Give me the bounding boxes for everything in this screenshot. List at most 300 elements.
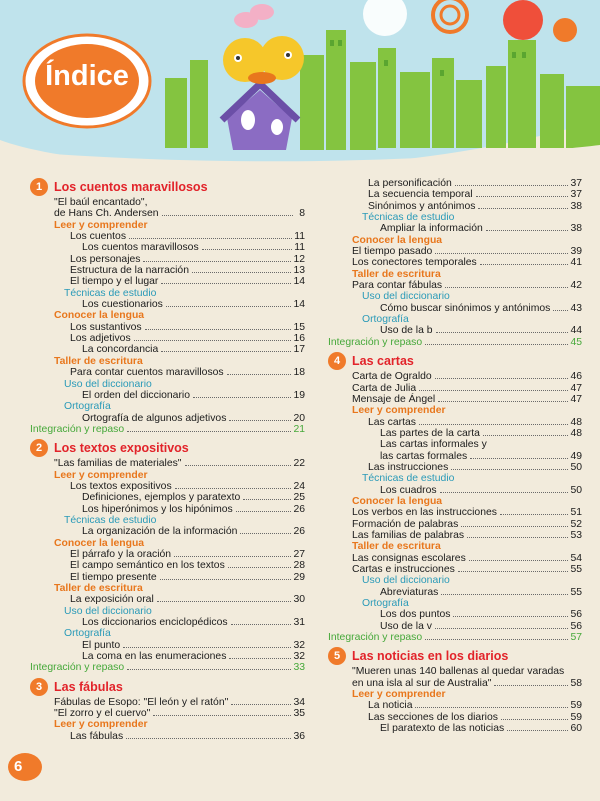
dot-leader <box>467 537 568 538</box>
toc-entry-text: Uso del diccionario <box>362 291 450 303</box>
subsection-heading <box>64 401 305 412</box>
toc-entry <box>352 280 582 291</box>
toc-entry-text: Las instrucciones <box>368 461 449 473</box>
dot-leader <box>436 332 569 333</box>
toc-page-number: 44 <box>570 325 582 337</box>
toc-entry <box>70 731 305 742</box>
toc-entry <box>82 492 305 503</box>
toc-entry <box>30 424 305 435</box>
toc-entry-text: Técnicas de estudio <box>362 212 455 224</box>
toc-entry-text: Definiciones, ejemplos y paratexto <box>82 492 241 504</box>
toc-page-number: 27 <box>293 548 305 560</box>
section-heading <box>352 405 582 416</box>
dot-leader <box>461 526 568 527</box>
section-heading <box>54 583 305 594</box>
toc-entry <box>352 507 582 518</box>
toc-page-number: 38 <box>570 223 582 235</box>
toc-entry-text: Técnicas de estudio <box>64 287 157 299</box>
subsection-heading <box>64 379 305 390</box>
section-heading <box>352 269 582 280</box>
toc-entry-text: Los conectores temporales <box>352 257 477 269</box>
toc-entry-text: El tiempo pasado <box>352 246 433 258</box>
toc-entry <box>328 632 582 643</box>
toc-page-number: 58 <box>570 677 582 689</box>
toc-page-number: 14 <box>293 299 305 311</box>
section-heading <box>54 220 305 231</box>
dot-leader <box>435 378 569 379</box>
toc-entry-text: Los sustantivos <box>70 321 142 333</box>
toc-entry <box>70 549 305 560</box>
dot-leader <box>425 344 568 345</box>
toc-entry <box>380 428 582 439</box>
toc-entry-text: Leer y comprender <box>352 405 446 417</box>
toc-entry-text: de Hans Ch. Andersen <box>54 208 159 220</box>
dot-leader <box>425 639 568 640</box>
dot-leader <box>445 287 568 288</box>
dot-leader <box>228 567 292 568</box>
toc-page-number: 47 <box>570 382 582 394</box>
toc-page-number: 47 <box>570 393 582 405</box>
toc-page-number: 38 <box>570 200 582 212</box>
dot-leader <box>236 511 292 512</box>
toc-entry <box>70 367 305 378</box>
dot-leader <box>470 458 568 459</box>
dot-leader <box>419 424 569 425</box>
toc-entry-text: La organización de la información <box>82 526 238 538</box>
dot-leader <box>483 435 569 436</box>
toc-entry-text: Las consignas escolares <box>352 552 466 564</box>
toc-entry-text: "Mueren unas 140 ballenas al quedar varadas <box>352 666 565 678</box>
toc-page-number: 33 <box>293 662 305 674</box>
subsection-heading <box>362 473 582 484</box>
toc-entry-text: Ortografía <box>64 628 111 640</box>
dot-leader <box>174 556 291 557</box>
subsection-heading <box>362 598 582 609</box>
dot-leader <box>166 306 292 307</box>
section-heading <box>54 356 305 367</box>
toc-entry-text: Taller de escritura <box>54 583 143 594</box>
toc-page-number: 43 <box>570 302 582 314</box>
toc-page-number: 13 <box>293 265 305 277</box>
toc-entry-text: El párrafo y la oración <box>70 548 172 560</box>
chapter-number: 4 <box>328 352 346 370</box>
chapter-heading <box>30 439 305 457</box>
toc-entry-text: Los cuadros <box>380 484 437 496</box>
toc-page-number: 54 <box>570 552 582 564</box>
toc-entry-text: Técnicas de estudio <box>362 473 455 485</box>
toc-entry-text: Uso del diccionario <box>362 575 450 587</box>
chapter-number: 3 <box>30 678 48 696</box>
dot-leader <box>123 647 291 648</box>
toc-page-number: 11 <box>294 231 305 243</box>
toc-page-number: 15 <box>293 321 305 333</box>
toc-entry-text: El orden del diccionario <box>82 389 191 401</box>
toc-entry-text: Taller de escritura <box>352 541 441 553</box>
toc-entry-text: Conocer la lengua <box>352 495 443 507</box>
toc-page-number: 56 <box>570 609 582 621</box>
toc-entry-text: El tiempo presente <box>70 571 157 583</box>
dot-leader <box>192 272 291 273</box>
toc-entry-text: La concordancia <box>82 344 159 356</box>
toc-page-number: 29 <box>293 571 305 583</box>
toc-entry <box>54 458 305 469</box>
chapter-title: Las noticias en los diarios <box>352 649 509 664</box>
toc-entry <box>368 417 582 428</box>
dot-leader <box>469 560 569 561</box>
toc-entry-text: Cartas e instrucciones <box>352 564 455 575</box>
section-heading <box>352 541 582 552</box>
toc-entry-text: El campo semántico en los textos <box>70 560 225 572</box>
toc-entry-text: Los diccionarios enciclopédicos <box>82 617 228 629</box>
toc-page-number: 36 <box>293 730 305 742</box>
toc-entry <box>82 242 305 253</box>
toc-entry-text: en una isla al sur de Australia" <box>352 677 492 689</box>
toc-entry <box>352 564 582 575</box>
toc-page-number: 22 <box>293 458 305 470</box>
toc-entry <box>70 231 305 242</box>
toc-page-number: 55 <box>570 586 582 598</box>
toc-entry <box>54 197 305 208</box>
toc-entry-text: La exposición oral <box>70 594 154 606</box>
toc-entry <box>82 504 305 515</box>
dot-leader <box>229 420 291 421</box>
dot-leader <box>127 669 291 670</box>
toc-entry-text: Los personajes <box>70 253 141 265</box>
dot-leader <box>494 685 568 686</box>
toc-left-column <box>30 178 305 742</box>
dot-leader <box>480 264 569 265</box>
dot-leader <box>455 185 569 186</box>
subsection-heading <box>64 628 305 639</box>
dot-leader <box>500 514 568 515</box>
toc-entry <box>82 344 305 355</box>
toc-page-number: 51 <box>570 507 582 519</box>
toc-entry <box>82 413 305 424</box>
toc-entry <box>352 257 582 268</box>
toc-page-number: 59 <box>570 711 582 723</box>
toc-entry-text: Leer y comprender <box>54 719 148 731</box>
toc-page-number: 37 <box>570 189 582 201</box>
toc-page-number: 30 <box>293 594 305 606</box>
toc-entry-text: Las cartas <box>368 416 416 428</box>
toc-entry-text: Uso del diccionario <box>64 605 152 617</box>
toc-entry-text: Los dos puntos <box>380 609 451 621</box>
toc-entry-text: Mensaje de Ángel <box>352 393 436 405</box>
toc-page-number: 34 <box>293 696 305 708</box>
dot-leader <box>202 249 293 250</box>
toc-entry <box>352 678 582 689</box>
toc-entry-text: Cómo buscar sinónimos y antónimos <box>380 302 551 314</box>
toc-entry <box>82 651 305 662</box>
dot-leader <box>486 230 569 231</box>
section-heading <box>352 235 582 246</box>
toc-entry <box>380 439 582 450</box>
toc-page-number: 20 <box>293 412 305 424</box>
toc-page-number: 50 <box>570 461 582 473</box>
toc-entry <box>352 666 582 677</box>
chapter-heading <box>30 178 305 196</box>
toc-entry <box>380 621 582 632</box>
toc-entry-text: El paratexto de las noticias <box>380 723 505 735</box>
toc-page-number: 32 <box>293 651 305 663</box>
toc-entry <box>54 697 305 708</box>
dot-leader <box>435 253 568 254</box>
toc-entry-text: Ampliar la información <box>380 223 483 235</box>
toc-page-number: 16 <box>293 333 305 345</box>
toc-entry <box>368 712 582 723</box>
toc-entry <box>352 553 582 564</box>
toc-entry <box>352 371 582 382</box>
section-heading <box>54 538 305 549</box>
toc-entry-text: El punto <box>82 639 121 651</box>
toc-page-number: 32 <box>293 639 305 651</box>
toc-page-number: 60 <box>570 723 582 735</box>
dot-leader <box>435 628 568 629</box>
chapter-title: Los cuentos maravillosos <box>54 180 208 194</box>
dot-leader <box>127 431 291 432</box>
section-heading <box>352 689 582 700</box>
toc-entry-text: Los verbos en las instrucciones <box>352 507 497 519</box>
toc-entry-text: Integración y repaso <box>328 632 423 644</box>
toc-entry <box>70 322 305 333</box>
section-heading <box>54 310 305 321</box>
toc-page-number: 55 <box>570 564 582 575</box>
toc-entry <box>352 530 582 541</box>
toc-entry-text: Los adjetivos <box>70 333 131 345</box>
toc-entry-text: Taller de escritura <box>54 355 143 367</box>
toc-page-number: 56 <box>570 620 582 632</box>
page-title: Índice <box>45 60 129 92</box>
dot-leader <box>419 390 568 391</box>
toc-entry-text: Conocer la lengua <box>54 310 145 322</box>
toc-page-number: 42 <box>570 280 582 292</box>
toc-page-number: 14 <box>293 276 305 288</box>
toc-page-number: 26 <box>293 526 305 538</box>
dot-leader <box>478 208 568 209</box>
dot-leader <box>126 738 291 739</box>
chapter-title: Las fábulas <box>54 679 123 694</box>
toc-page-number: 8 <box>299 208 305 220</box>
chapter-heading <box>328 647 582 665</box>
chapter-number: 1 <box>30 178 48 196</box>
toc-entry-text: Las familias de palabras <box>352 529 465 541</box>
toc-entry <box>368 189 582 200</box>
toc-entry <box>368 700 582 711</box>
dot-leader <box>160 579 292 580</box>
toc-entry <box>70 481 305 492</box>
toc-entry <box>82 526 305 537</box>
chapter-heading <box>328 352 582 370</box>
toc-entry <box>30 662 305 673</box>
toc-entry <box>70 276 305 287</box>
toc-page-number: 57 <box>570 632 582 644</box>
dot-leader <box>501 719 568 720</box>
subsection-heading <box>362 291 582 302</box>
toc-entry-text: Carta de Ograldo <box>352 371 432 383</box>
section-heading <box>54 719 305 730</box>
dot-leader <box>507 730 568 731</box>
toc-entry <box>380 303 582 314</box>
toc-page-number: 24 <box>293 480 305 492</box>
toc-entry-text: Integración y repaso <box>30 662 125 674</box>
toc-entry-text: Las partes de la carta <box>380 427 480 439</box>
subsection-heading <box>64 515 305 526</box>
dot-leader <box>415 707 568 708</box>
toc-entry <box>380 609 582 620</box>
toc-entry-text: Conocer la lengua <box>352 234 443 246</box>
dot-leader <box>229 658 291 659</box>
toc-page-number: 41 <box>570 257 582 269</box>
dot-leader <box>231 704 291 705</box>
toc-entry-text: Uso de la v <box>380 620 432 632</box>
toc-page-number: 17 <box>293 344 305 356</box>
toc-page-number: 49 <box>570 450 582 462</box>
dot-leader <box>134 340 292 341</box>
toc-entry-text: Fábulas de Esopo: "El león y el ratón" <box>54 696 229 708</box>
toc-entry <box>380 587 582 598</box>
section-heading <box>352 496 582 507</box>
dot-leader <box>440 492 569 493</box>
toc-entry-text: las cartas formales <box>380 450 468 462</box>
toc-entry-text: La noticia <box>368 700 413 712</box>
toc-page-number: 35 <box>293 708 305 720</box>
toc-entry-text: Formación de palabras <box>352 518 459 530</box>
toc-page-number: 25 <box>293 492 305 504</box>
toc-entry-text: Para contar cuentos maravillosos <box>70 367 224 379</box>
dot-leader <box>451 469 568 470</box>
toc-entry <box>54 208 305 219</box>
toc-page-number: 50 <box>570 484 582 496</box>
chapter-number: 5 <box>328 647 346 665</box>
toc-entry-text: Taller de escritura <box>352 268 441 280</box>
toc-entry <box>352 246 582 257</box>
toc-entry-text: La secuencia temporal <box>368 189 473 201</box>
toc-entry <box>380 723 582 734</box>
toc-entry <box>70 265 305 276</box>
toc-entry-text: Ortografía <box>362 314 409 326</box>
toc-page-number: 12 <box>293 253 305 265</box>
dot-leader <box>227 374 292 375</box>
toc-entry-text: Ortografía <box>362 598 409 610</box>
dot-leader <box>161 283 291 284</box>
dot-leader <box>243 499 291 500</box>
toc-entry <box>368 462 582 473</box>
dot-leader <box>162 215 293 216</box>
dot-leader <box>161 351 291 352</box>
toc-page-number: 21 <box>293 423 305 435</box>
toc-entry-text: Las fábulas <box>70 730 124 742</box>
section-heading <box>54 470 305 481</box>
toc-entry-text: Estructura de la narración <box>70 265 189 277</box>
toc-entry-text: Los cuentos <box>70 231 127 243</box>
toc-entry <box>352 394 582 405</box>
toc-entry-text: "Las familias de materiales" <box>54 458 182 470</box>
toc-entry-text: Para contar fábulas <box>352 280 443 292</box>
toc-page-number: 31 <box>293 617 305 629</box>
subsection-heading <box>64 606 305 617</box>
dot-leader <box>231 624 292 625</box>
dot-leader <box>553 310 568 311</box>
dot-leader <box>441 594 568 595</box>
dot-leader <box>185 465 292 466</box>
toc-entry-text: Técnicas de estudio <box>64 514 157 526</box>
dot-leader <box>438 401 568 402</box>
toc-entry-text: Los cuentos maravillosos <box>82 242 199 254</box>
toc-entry <box>70 572 305 583</box>
toc-page-number: 11 <box>294 242 305 254</box>
toc-entry <box>380 451 582 462</box>
toc-page-number: 45 <box>570 336 582 348</box>
toc-entry-text: Uso de la b <box>380 325 433 337</box>
toc-entry-text: Las cartas informales y <box>380 439 487 451</box>
dot-leader <box>153 715 291 716</box>
subsection-heading <box>362 212 582 223</box>
toc-entry <box>70 594 305 605</box>
toc-entry <box>352 383 582 394</box>
toc-entry-text: Ortografía de algunos adjetivos <box>82 412 227 424</box>
toc-entry-text: Leer y comprender <box>54 469 148 481</box>
toc-page-number: 52 <box>570 518 582 530</box>
chapter-number: 2 <box>30 439 48 457</box>
toc-entry-text: Carta de Julia <box>352 382 417 394</box>
toc-entry <box>70 254 305 265</box>
toc-entry <box>380 485 582 496</box>
toc-entry <box>70 333 305 344</box>
toc-entry-text: Uso del diccionario <box>64 378 152 390</box>
toc-page-number: 48 <box>570 427 582 439</box>
dot-leader <box>143 261 291 262</box>
toc-entry-text: Integración y repaso <box>30 423 125 435</box>
toc-entry <box>82 617 305 628</box>
dot-leader <box>157 601 292 602</box>
toc-entry <box>82 640 305 651</box>
dot-leader <box>193 397 291 398</box>
toc-page-number: 53 <box>570 529 582 541</box>
toc-page-number: 19 <box>293 389 305 401</box>
dot-leader <box>240 533 291 534</box>
toc-page-number: 59 <box>570 700 582 712</box>
toc-page-number: 18 <box>293 367 305 379</box>
subsection-heading <box>362 314 582 325</box>
toc-entry <box>368 201 582 212</box>
toc-entry <box>328 337 582 348</box>
toc-right-column <box>328 178 582 734</box>
toc-entry <box>82 390 305 401</box>
toc-page-number: 28 <box>293 560 305 572</box>
dot-leader <box>458 571 569 572</box>
toc-entry-text: Ortografía <box>64 401 111 413</box>
toc-entry-text: Leer y comprender <box>54 219 148 231</box>
dot-leader <box>476 196 569 197</box>
toc-entry-text: Sinónimos y antónimos <box>368 200 476 212</box>
chapter-title: Los textos expositivos <box>54 441 189 456</box>
chapter-heading <box>30 678 305 696</box>
toc-entry-text: La coma en las enumeraciones <box>82 651 227 663</box>
toc-page-number: 37 <box>570 178 582 189</box>
chapter-title: Las cartas <box>352 354 414 369</box>
toc-page-number: 26 <box>293 503 305 515</box>
toc-entry <box>82 299 305 310</box>
toc-entry-text: "El zorro y el cuervo" <box>54 708 151 720</box>
toc-entry-text: Los hiperónimos y los hipónimos <box>82 503 233 515</box>
toc-entry-text: Los textos expositivos <box>70 480 172 492</box>
dot-leader <box>175 488 292 489</box>
toc-entry-text: Conocer la lengua <box>54 537 145 549</box>
toc-entry-text: Leer y comprender <box>352 689 446 701</box>
toc-entry <box>54 708 305 719</box>
toc-entry-text: "El baúl encantado", <box>54 197 148 208</box>
page-number: 6 <box>14 758 23 775</box>
